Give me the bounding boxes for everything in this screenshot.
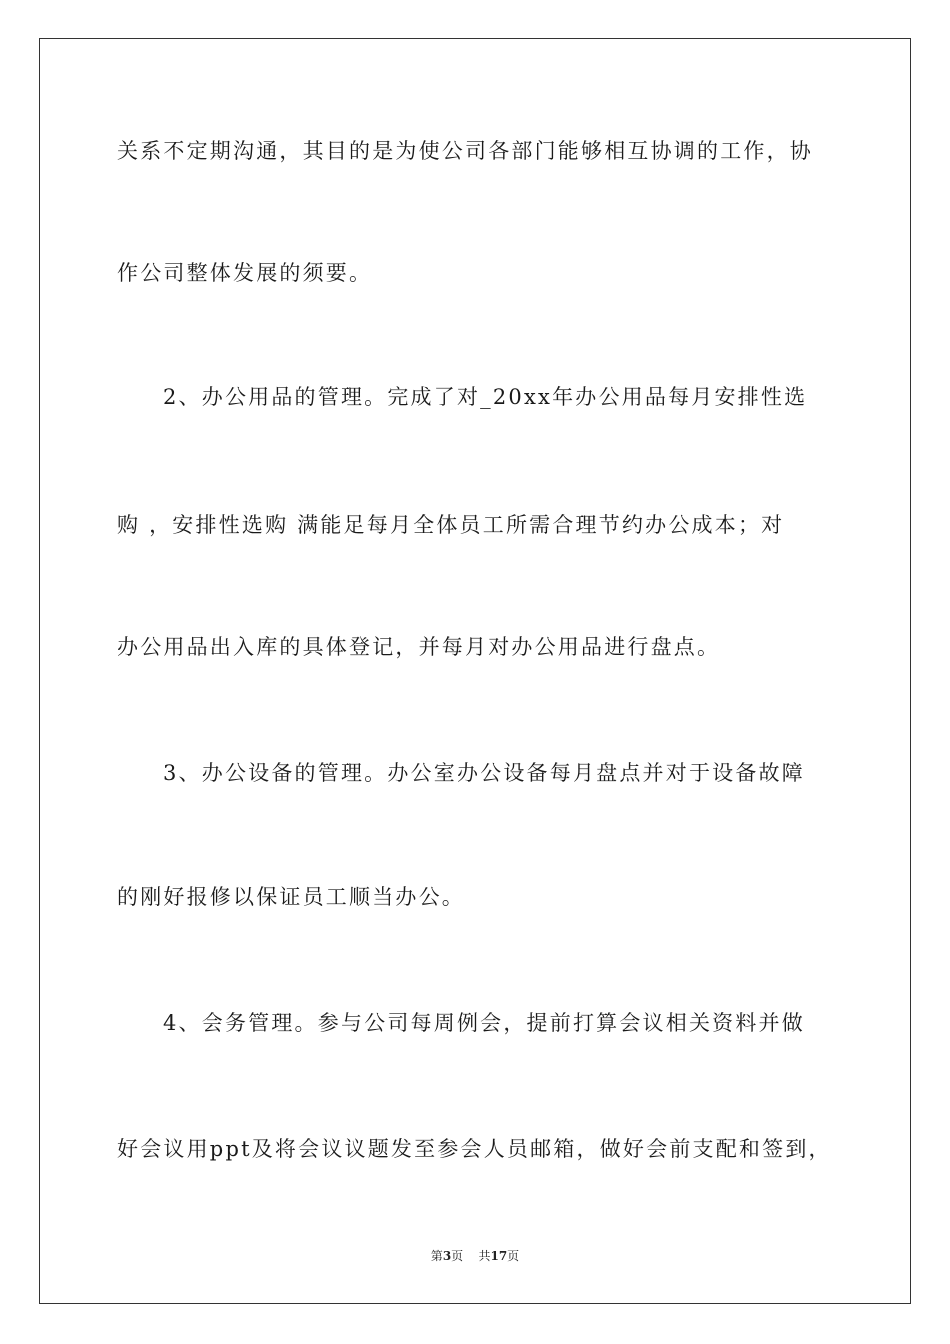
page-border	[39, 38, 911, 1304]
body-line: 好会议用ppt及将会议议题发至参会人员邮箱，做好会前支配和签到，	[117, 1137, 832, 1161]
body-line: 关系不定期沟通，其目的是为使公司各部门能够相互协调的工作，协	[117, 139, 813, 163]
footer-page-total: 17	[490, 1249, 508, 1263]
footer-total-suffix: 页	[507, 1249, 520, 1263]
body-line: 的刚好报修以保证员工顺当办公。	[117, 885, 465, 909]
footer-page-suffix: 页	[451, 1249, 464, 1263]
footer-page-prefix: 第	[430, 1249, 443, 1263]
paragraph-start-line: 4、会务管理。参与公司每周例会，提前打算会议相关资料并做	[163, 1011, 805, 1035]
body-line: 购 ，安排性选购 满能足每月全体员工所需合理节约办公成本；对	[117, 513, 785, 537]
page-footer	[0, 1247, 950, 1264]
footer-page-current: 3	[442, 1249, 452, 1263]
paragraph-start-line: 3、办公设备的管理。办公室办公设备每月盘点并对于设备故障	[163, 761, 805, 785]
body-line: 办公用品出入库的具体登记，并每月对办公用品进行盘点。	[117, 635, 721, 659]
paragraph-start-line: 2、办公用品的管理。完成了对_20xx年办公用品每月安排性选	[163, 385, 808, 409]
body-line: 作公司整体发展的须要。	[117, 261, 373, 285]
footer-total-prefix: 共	[478, 1249, 491, 1263]
